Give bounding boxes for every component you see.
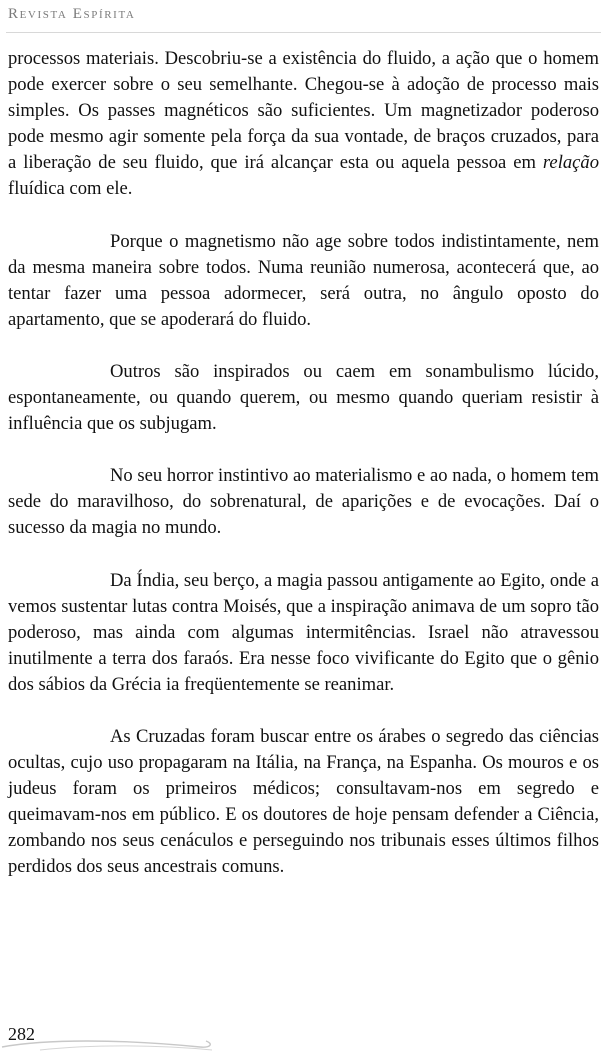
page-footer [0, 1017, 607, 1056]
paragraph-gap [8, 542, 599, 568]
paragraph-3: Outros são inspirados ou caem em sonambulismo lúcido, espontaneamente, ou quando querem, ou mesmo quando queriam resistir à influência que os subjugam. [8, 360, 599, 435]
italic-word-relacao: relação [542, 152, 599, 174]
paragraph-1-text: processos materiais. Descobriu-se a existência do fluido, a ação que o homem pode exercer sobre o seu semelhante. Chegou-se à adoção de processo mais simples. Os passes magnéticos são suficientes. Um magnetizador poderoso pode mesmo agir somente pela força da sua vontade, de braços cruzados, para a liberação de seu fluido, que irá alcançar esta ou aquela pessoa em [8, 48, 599, 174]
paragraph-1 [8, 46, 599, 203]
paragraph-5: Da Índia, seu berço, a magia passou antigamente ao Egito, onde a vemos sustentar lutas contra Moisés, que a inspiração animava de um sopro tão poderoso, mas ainda com algumas intermitências. Israel não atravessou inutilmente a terra dos faraós. Era nesse foco vivificante do Egito que o gênio dos sábios da Grécia ia freqüentemente se reanimar. [8, 569, 599, 695]
paragraph-4: No seu horror instintivo ao materialismo e ao nada, o homem tem sede do maravilhoso, do sobrenatural, de aparições e de evocações. Daí o sucesso da magia no mundo. [8, 465, 599, 539]
paragraph-gap [8, 333, 599, 359]
header-divider [6, 32, 601, 33]
paragraph-gap [8, 203, 599, 229]
page-number: 282 [8, 1024, 35, 1044]
page-body [8, 46, 599, 881]
running-header: Revista Espírita [8, 6, 136, 22]
paragraph-6: As Cruzadas foram buscar entre os árabes o segredo das ciências ocultas, cujo uso propagaram na Itália, na França, na Espanha. Os mouros e os judeus foram os primeiros médicos; consultavam-nos em segredo e queimavam-nos em público. E os doutores de hoje pensam defender a Ciência, zombando nos seus cenáculos e perseguindo nos tribunais esses últimos filhos perdidos dos seus ancestrais comuns. [8, 725, 599, 878]
paragraph-gap [8, 437, 599, 463]
paragraph-2: Porque o magnetismo não age sobre todos indistintamente, nem da mesma maneira sobre todos. Numa reunião numerosa, acontecerá que, ao tentar fazer uma pessoa adormecer, será outra, no ângulo oposto do apartamento, que se apoderará do fluido. [8, 230, 599, 330]
paragraph-1-text-end: fluídica com ele. [8, 178, 133, 200]
paragraph-gap [8, 698, 599, 724]
